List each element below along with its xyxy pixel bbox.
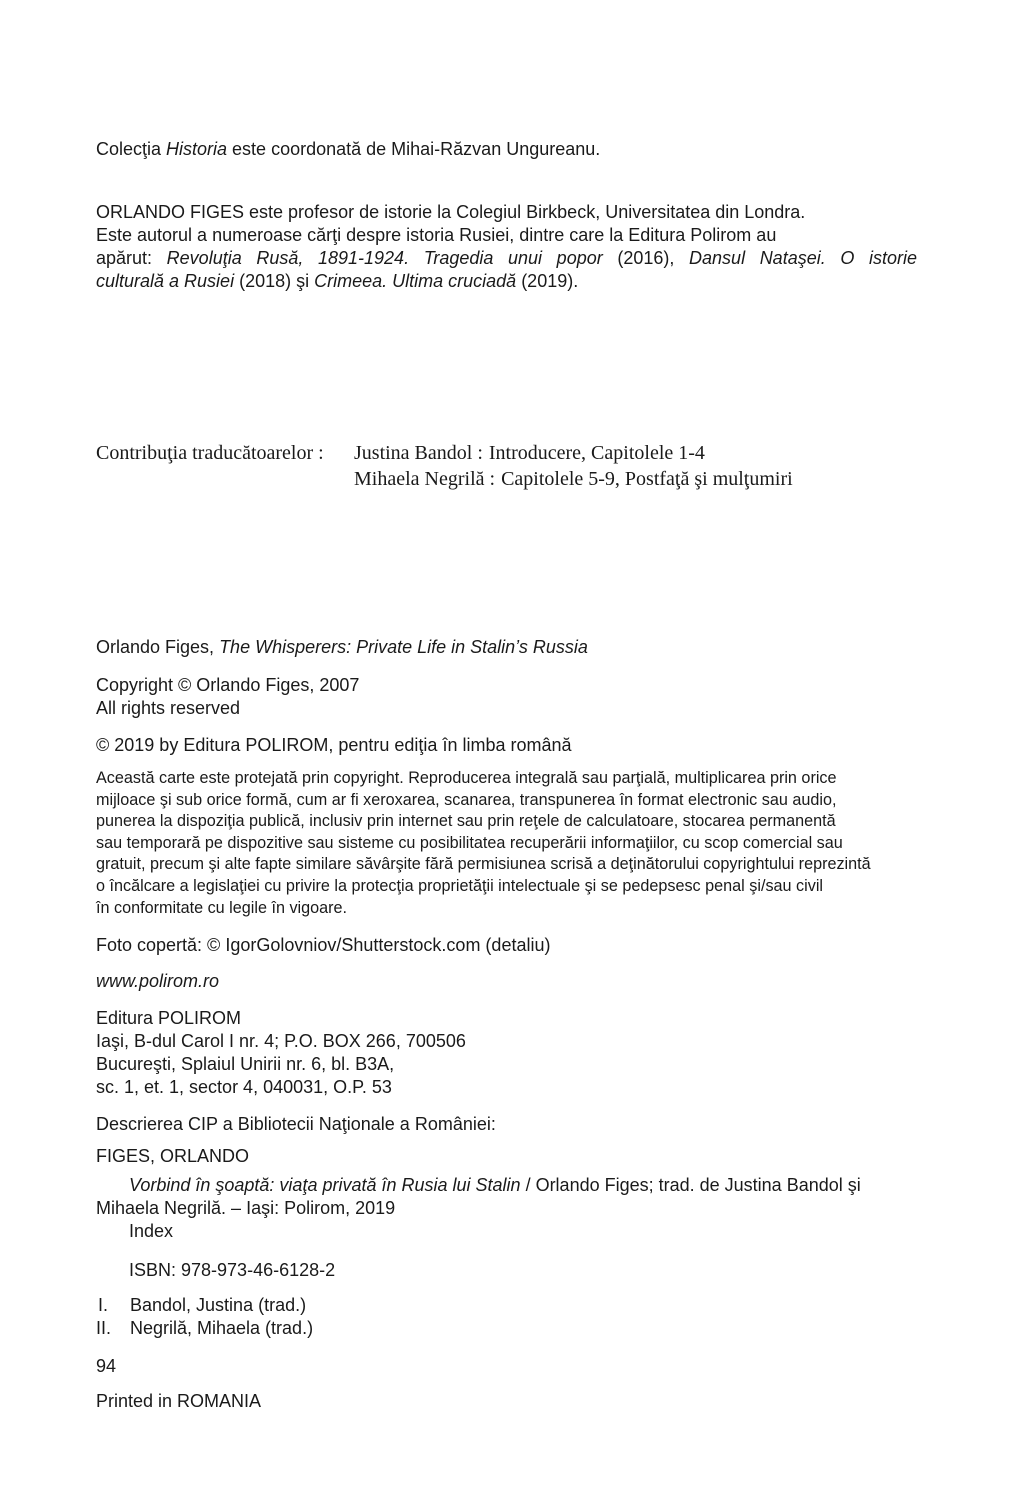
translator-row: Contribuţia traducătoarelor : Justina Bandol : Introducere, Capitolele 1-4 [96, 442, 705, 464]
translator-row: Mihaela Negrilă : Capitolele 5-9, Postfaţă şi mulţumiri [354, 468, 793, 490]
translators-credits [96, 440, 956, 492]
cover-photo-credit: Foto copertă: © IgorGolovniov/Shutterstock.com (detaliu) [96, 935, 551, 955]
legal-notice: Această carte este protejată prin copyright. Reproducerea integrală sau parţială, multiplicarea prin orice mijloace şi sub orice formă, cum ar fi xeroxarea, scanarea, transpunerea în format electronic sau audio, punerea la dispoziţia publică, inclusiv prin internet sau prin reţele de calculatoare, stocarea permanentă sau temporară pe dispozitive sau sisteme cu posibilitatea recuperării informaţiilor, cu scop comercial sau gratuit, precum şi alte fapte similare săvârşite fără permisiunea scrisă a deţinătorului copyrightului reprezintă o încălcare a legislaţiei cu privire la protecţia proprietăţii intelectuale şi se pedepsesc penal şi/sau civil în conformitate cu legile în vigoare. [96, 769, 871, 917]
cip-title: Vorbind în şoaptă: viaţa privată în Rusia lui Stalin / Orlando Figes; trad. de Justina Bandol şi Mihaela Negrilă. – Iaşi: Polirom, 2019 Index [96, 1175, 861, 1241]
cip-entry: I. Bandol, Justina (trad.) [98, 1295, 307, 1315]
printed-in: Printed in ROMANIA [96, 1391, 262, 1411]
website-link[interactable]: www.polirom.ro [96, 971, 220, 991]
author-bio: ORLANDO FIGES este profesor de istorie la Colegiul Birkbeck, Universitatea din Londra. Este autorul a numeroase cărţi despre istoria Rusiei, dintre care la Editura Polirom au apărut: Revoluţia Rusă, 1891-1924. Tragedia unui popor (2016), Dansul Nataşei. O istorie culturală a Rusiei (2018) şi Crimeea. Ultima cruciadă (2019). [96, 202, 917, 291]
translators-label: Contribuţia traducătoarelor : [96, 442, 324, 464]
cip-heading: Descrierea CIP a Bibliotecii Naţionale a României: [96, 1114, 496, 1134]
publisher-address: Editura POLIROM Iaşi, B-dul Carol I nr. 4; P.O. BOX 266, 700506 Bucureşti, Splaiul Unirii nr. 6, bl. B3A, sc. 1, et. 1, sector 4, 040031, O.P. 53 [96, 1008, 466, 1097]
copyright-block: Copyright © Orlando Figes, 2007 All rights reserved [96, 675, 360, 718]
edition-copyright: © 2019 by Editura POLIROM, pentru ediţia în limba română [96, 735, 572, 755]
original-title: Orlando Figes, The Whisperers: Private Life in Stalin’s Russia [96, 637, 588, 657]
collection-name: Historia [166, 139, 228, 159]
cip-author: FIGES, ORLANDO [96, 1146, 250, 1166]
cip-entries [96, 1294, 916, 1340]
cip-classification: 94 [96, 1356, 117, 1376]
cip-isbn: ISBN: 978-973-46-6128-2 [129, 1260, 336, 1280]
cip-entry: II. Negrilă, Mihaela (trad.) [96, 1318, 314, 1338]
collection-note: Colecţia Historia este coordonată de Mihai-Răzvan Ungureanu. [96, 139, 601, 159]
